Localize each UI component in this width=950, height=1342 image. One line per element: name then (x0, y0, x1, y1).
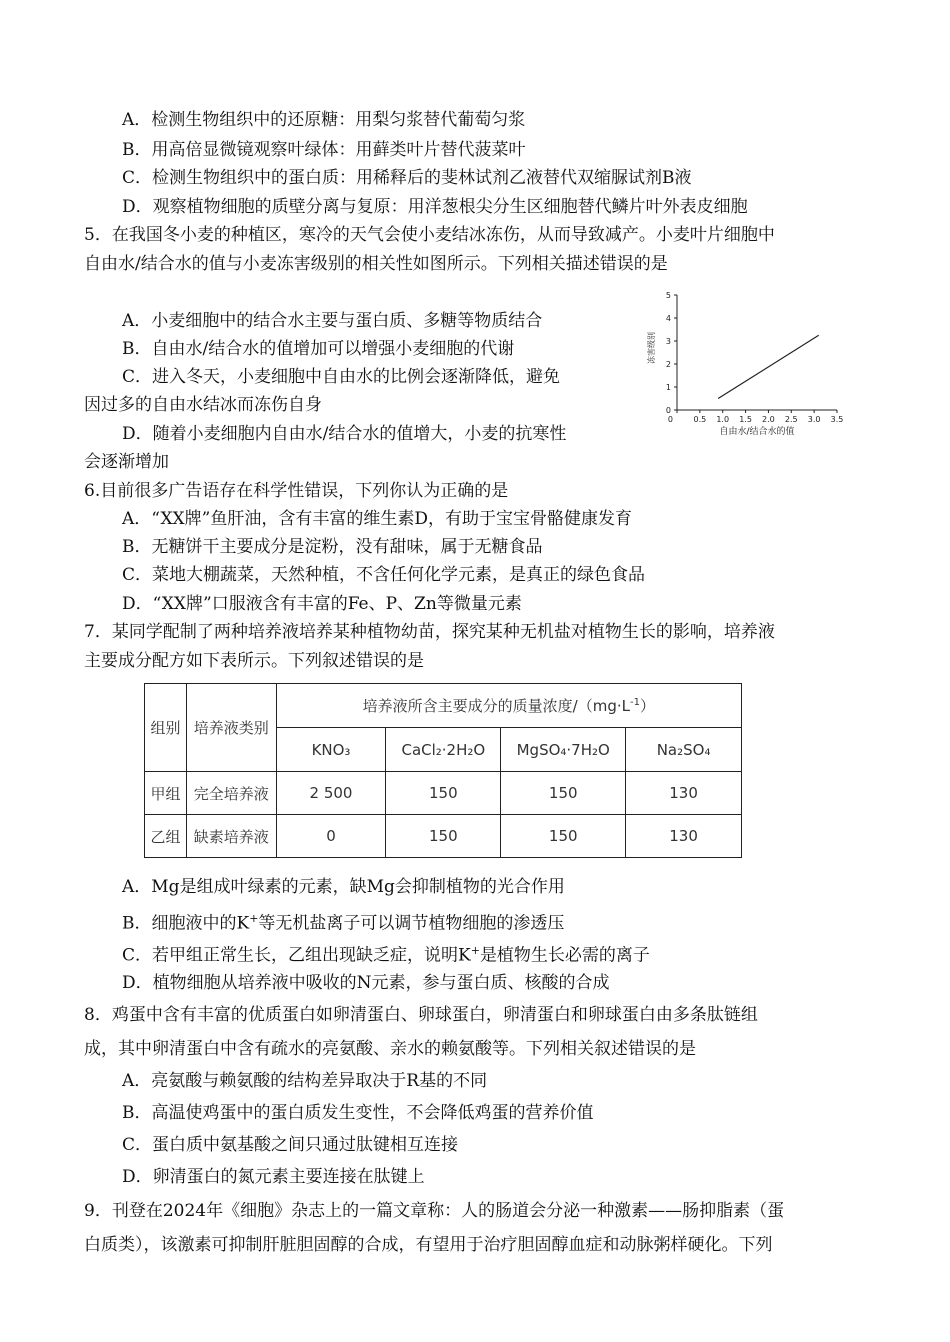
chart-y-tick-label: 2 (665, 360, 671, 369)
q7-stem-line1: 7．某同学配制了两种培养液培养某种植物幼苗，探究某种无机盐对植物生长的影响，培养液 (84, 622, 775, 642)
chart-y-tick-label: 4 (665, 314, 671, 323)
table-row (145, 815, 742, 858)
cell-value: 0 (276, 815, 386, 858)
q8-stem-line2: 成，其中卵清蛋白中含有疏水的亮氨酸、亲水的赖氨酸等。下列相关叙述错误的是 (84, 1039, 696, 1059)
q7-stem-line2: 主要成分配方如下表所示。下列叙述错误的是 (84, 651, 424, 671)
q7-option-b-sup: + (249, 912, 259, 925)
q5-option-a: A．小麦细胞中的结合水主要与蛋白质、多糖等物质结合 (122, 311, 543, 331)
cell-value: 130 (626, 772, 742, 815)
q4-option-c: C．检测生物组织中的蛋白质：用稀释后的斐林试剂乙液替代双缩脲试剂B液 (122, 168, 692, 188)
chart-y-tick-label: 0 (665, 406, 671, 415)
q8-option-a: A．亮氨酸与赖氨酸的结构差异取决于R基的不同 (122, 1071, 488, 1091)
q7-option-b-pre: B．细胞液中的K (122, 913, 250, 934)
component-header: KNO₃ (276, 728, 386, 772)
cell-value: 2 500 (276, 772, 386, 815)
cell-value: 150 (501, 815, 626, 858)
chart-x-axis-label: 自由水/结合水的值 (719, 427, 795, 437)
header-concentration-text: 培养液所含主要成分的质量浓度/（mg·L (362, 697, 630, 715)
q7-option-c-pre: C．若甲组正常生长，乙组出现缺乏症，说明K (122, 945, 471, 966)
q4-option-a: A．检测生物组织中的还原糖：用梨匀浆替代葡萄匀浆 (122, 110, 526, 130)
q6-option-d: D．“XX牌”口服液含有丰富的Fe、P、Zn等微量元素 (122, 594, 522, 614)
q5-option-c-line2: 因过多的自由水结冰而冻伤自身 (84, 395, 322, 415)
chart-x-tick-label: 0 (667, 415, 673, 424)
chart-y-tick-label: 1 (665, 383, 671, 392)
header-concentration-close: ） (639, 697, 655, 715)
cell-value: 130 (626, 815, 742, 858)
component-header: MgSO₄·7H₂O (501, 728, 626, 772)
q7-option-c-sup: + (470, 944, 480, 957)
q9-stem-line1: 9．刊登在2024年《细胞》杂志上的一篇文章称：人的肠道会分泌一种激素——肠抑脂素（蛋 (84, 1201, 785, 1221)
q6-option-b: B．无糖饼干主要成分是淀粉，没有甜味，属于无糖食品 (122, 537, 543, 557)
q5-option-d-line2: 会逐渐增加 (84, 452, 169, 472)
chart-series-line (718, 335, 819, 398)
component-header: Na₂SO₄ (626, 728, 742, 772)
q8-option-c: C．蛋白质中氨基酸之间只通过肽键相互连接 (122, 1135, 459, 1155)
cell-group: 甲组 (145, 772, 187, 815)
cell-value: 150 (386, 815, 501, 858)
component-header: CaCl₂·2H₂O (386, 728, 501, 772)
table-row (145, 772, 742, 815)
q5-option-d-line1: D．随着小麦细胞内自由水/结合水的值增大，小麦的抗寒性 (122, 424, 567, 444)
chart-x-tick-label: 3.5 (830, 415, 844, 424)
chart-x-tick-label: 1.0 (716, 415, 730, 424)
chart-x-tick-label: 0.5 (693, 415, 707, 424)
q6-stem: 6.目前很多广告语存在科学性错误，下列你认为正确的是 (84, 481, 509, 501)
q5-stem-line1: 5．在我国冬小麦的种植区，寒冷的天气会使小麦结冰冻伤，从而导致减产。小麦叶片细胞中 (84, 225, 775, 245)
chart-x-tick-label: 1.5 (739, 415, 752, 424)
chart-y-tick-label: 3 (665, 337, 671, 346)
q5-stem-line2: 自由水/结合水的值与小麦冻害级别的相关性如图所示。下列相关描述错误的是 (84, 254, 668, 274)
q7-option-b (122, 908, 564, 935)
culture-medium-table (144, 683, 742, 858)
q4-option-d: D．观察植物细胞的质壁分离与复原：用洋葱根尖分生区细胞替代鳞片叶外表皮细胞 (122, 197, 748, 217)
chart-x-tick-label: 3.0 (807, 415, 821, 424)
q7-option-b-post: 等无机盐离子可以调节植物细胞的渗透压 (258, 913, 565, 934)
header-concentration (276, 684, 741, 728)
chart-y-axis-label: 冻害级别 (647, 332, 656, 364)
q8-stem-line1: 8．鸡蛋中含有丰富的优质蛋白如卵清蛋白、卵球蛋白，卵清蛋白和卵球蛋白由多条肽链组 (84, 1005, 758, 1025)
q6-option-a: A．“XX牌”鱼肝油，含有丰富的维生素D，有助于宝宝骨骼健康发育 (122, 509, 632, 529)
cell-type: 缺素培养液 (186, 815, 276, 858)
cell-value: 150 (501, 772, 626, 815)
chart-axes (677, 295, 837, 410)
header-group: 组别 (145, 684, 187, 772)
q7-option-a: A．Mg是组成叶绿素的元素，缺Mg会抑制植物的光合作用 (122, 877, 565, 897)
frost-damage-chart (642, 288, 852, 448)
chart-x-tick-label: 2.5 (784, 415, 798, 424)
header-concentration-sup: -1 (629, 697, 640, 708)
q5-option-b: B．自由水/结合水的值增加可以增强小麦细胞的代谢 (122, 339, 515, 359)
q9-stem-line2: 白质类），该激素可抑制肝脏胆固醇的合成，有望用于治疗胆固醇血症和动脉粥样硬化。下列 (84, 1235, 773, 1255)
q7-option-d: D．植物细胞从培养液中吸收的N元素，参与蛋白质、核酸的合成 (122, 973, 610, 993)
q4-option-b: B．用高倍显微镜观察叶绿体：用藓类叶片替代菠菜叶 (122, 140, 526, 160)
q6-option-c: C．菜地大棚蔬菜，天然种植，不含任何化学元素，是真正的绿色食品 (122, 565, 646, 585)
q5-option-c-line1: C．进入冬天，小麦细胞中自由水的比例会逐渐降低，避免 (122, 367, 561, 387)
chart-x-tick-label: 2.0 (762, 415, 775, 424)
cell-value: 150 (386, 772, 501, 815)
cell-group: 乙组 (145, 815, 187, 858)
q8-option-b: B．高温使鸡蛋中的蛋白质发生变性，不会降低鸡蛋的营养价值 (122, 1103, 594, 1123)
q7-option-c (122, 940, 650, 967)
header-medium-type: 培养液类别 (186, 684, 276, 772)
q8-option-d: D．卵清蛋白的氮元素主要连接在肽键上 (122, 1167, 425, 1187)
q7-option-c-post: 是植物生长必需的离子 (479, 945, 650, 966)
chart-y-tick-label: 5 (665, 291, 671, 300)
cell-type: 完全培养液 (186, 772, 276, 815)
